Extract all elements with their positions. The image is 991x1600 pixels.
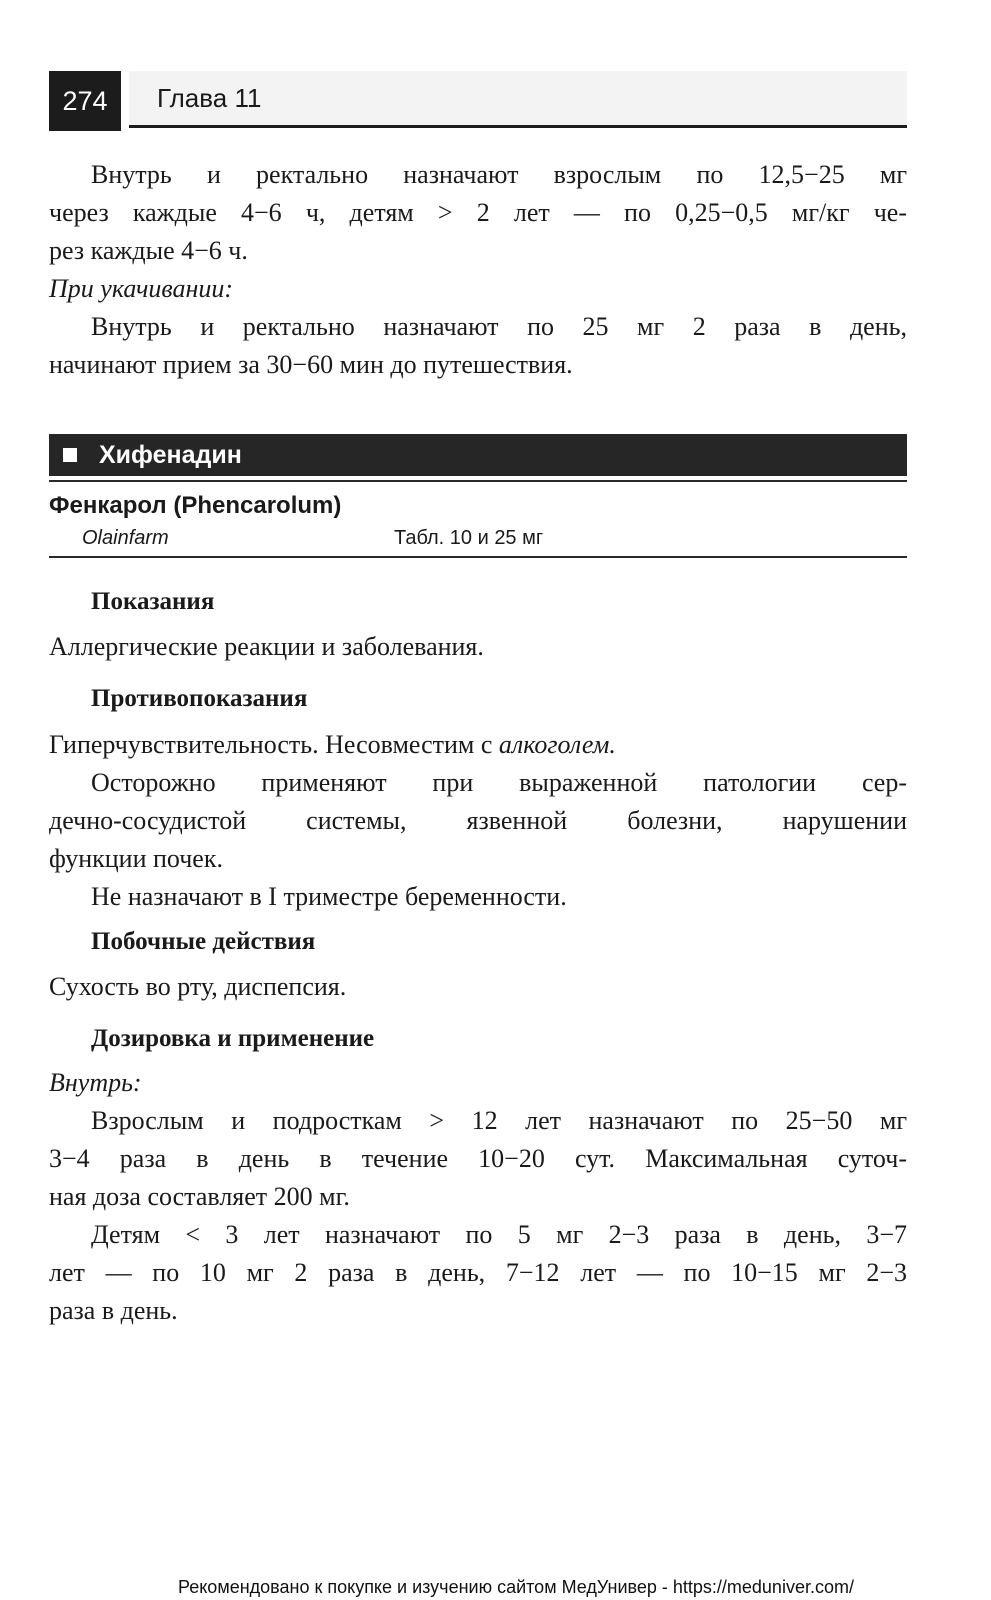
side-effects-text: Сухость во рту, диспепсия. bbox=[49, 972, 347, 1001]
section-title-bar bbox=[49, 434, 907, 476]
footer-recommendation: Рекомендовано к покупке и изучению сайтом МедУнивер - https://meduniver.com/ bbox=[178, 1577, 854, 1597]
dosage-line: 3−4 раза в день в течение 10−20 сут. Максимальная суточ- bbox=[49, 1144, 907, 1173]
dosage-line: Детям < 3 лет назначают по 5 мг 2−3 раза в день, 3−7 bbox=[91, 1220, 907, 1249]
page-header bbox=[49, 71, 907, 131]
page-number: 274 bbox=[49, 71, 121, 131]
section-title: Хифенадин bbox=[99, 441, 242, 469]
indications-heading: Показания bbox=[91, 588, 215, 615]
contra-text: Гиперчувствительность. Несовместим с bbox=[49, 730, 499, 759]
dosage-line: Взрослым и подросткам > 12 лет назначают по 25−50 мг bbox=[91, 1106, 907, 1135]
contra-line: Осторожно применяют при выраженной патологии сер- bbox=[91, 768, 907, 797]
dosage-line: раза в день. bbox=[49, 1296, 178, 1325]
dosage-block bbox=[49, 1064, 907, 1330]
dosage-line: лет — по 10 мг 2 раза в день, 7−12 лет — по 10−15 мг 2−3 bbox=[49, 1258, 907, 1287]
motion-sickness-subheading: При укачивании: bbox=[49, 274, 234, 303]
contra-line: дечно-сосудистой системы, язвенной болезни, нарушении bbox=[49, 806, 907, 835]
indications-block bbox=[49, 628, 907, 666]
drug-name: Фенкарол (Phencarolum) bbox=[49, 492, 342, 519]
contraindications-heading: Противопоказания bbox=[91, 685, 308, 712]
contra-line: Не назначают в I триместре беременности. bbox=[91, 882, 567, 911]
intro-line: через каждые 4−6 ч, детям > 2 лет — по 0,25−0,5 мг/кг че- bbox=[49, 198, 907, 227]
header-band bbox=[129, 71, 907, 128]
intro-line: Внутрь и ректально назначают взрослым по 12,5−25 мг bbox=[91, 160, 907, 189]
intro-line: рез каждые 4−6 ч. bbox=[49, 236, 248, 265]
section-rule bbox=[49, 480, 907, 482]
contraindications-block bbox=[49, 726, 907, 916]
contra-line bbox=[49, 726, 907, 764]
dosage-line: ная доза составляет 200 мг. bbox=[49, 1182, 350, 1211]
side-effects-block bbox=[49, 968, 907, 1006]
chapter-title: Глава 11 bbox=[157, 83, 262, 113]
side-effects-heading: Побочные действия bbox=[91, 928, 316, 955]
dosage-heading: Дозировка и применение bbox=[91, 1025, 375, 1052]
square-bullet-icon bbox=[63, 448, 77, 462]
drug-rule bbox=[49, 556, 907, 558]
drug-form: Табл. 10 и 25 мг bbox=[394, 527, 544, 549]
intro-line: Внутрь и ректально назначают по 25 мг 2 раза в день, bbox=[91, 312, 907, 341]
contra-line: функции почек. bbox=[49, 844, 223, 873]
intro-line: начинают прием за 30−60 мин до путешествия. bbox=[49, 350, 573, 379]
drug-manufacturer: Olainfarm bbox=[82, 527, 169, 549]
dosage-subheading: Внутрь: bbox=[49, 1068, 142, 1097]
intro-block bbox=[49, 156, 907, 384]
indications-text: Аллергические реакции и заболевания. bbox=[49, 632, 484, 661]
alcohol-emphasis: алкоголем. bbox=[498, 730, 616, 759]
